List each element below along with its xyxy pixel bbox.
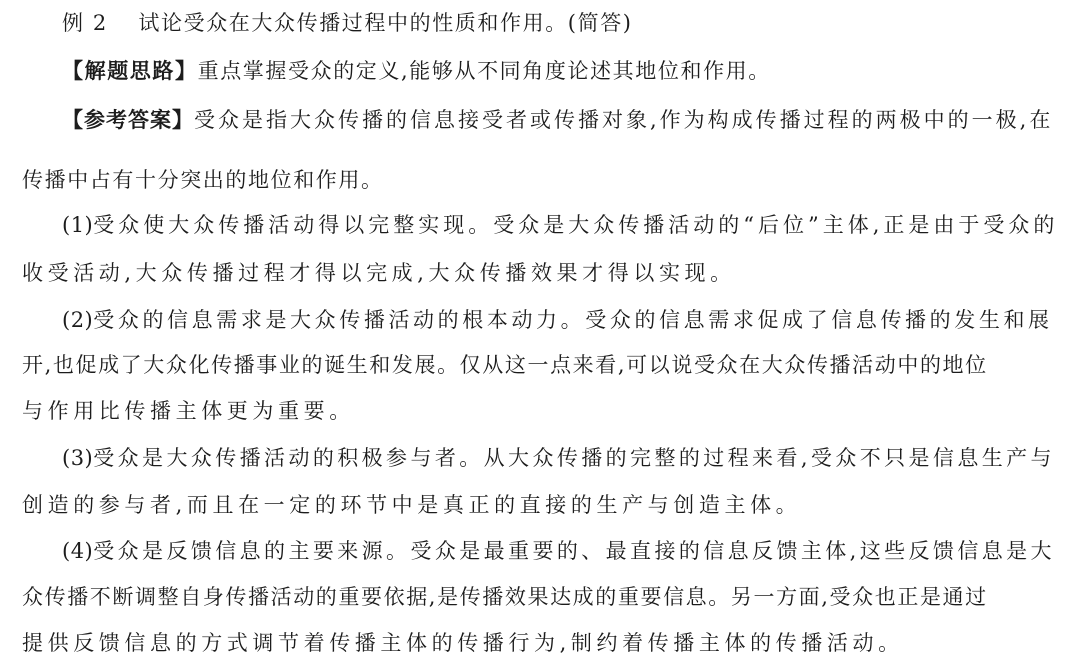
point-1-line-2 xyxy=(22,258,1058,288)
answer-intro-line-2 xyxy=(22,165,1058,195)
answer-intro-line-1 xyxy=(62,105,1058,135)
point-3-number: (3) xyxy=(62,446,94,470)
point-3-line-2 xyxy=(22,490,1058,520)
point-3-text-2: 创造的参与者,而且在一定的环节中是真正的直接的生产与创造主体。 xyxy=(22,493,802,517)
point-4-number: (4) xyxy=(62,539,94,563)
point-4-text-1: 受众是反馈信息的主要来源。受众是最重要的、最直接的信息反馈主体,这些反馈信息是大 xyxy=(93,539,1055,563)
point-2-number: (2) xyxy=(62,308,94,332)
hint-text: 重点掌握受众的定义,能够从不同角度论述其地位和作用。 xyxy=(197,59,771,83)
point-1-text-2: 收受活动,大众传播过程才得以完成,大众传播效果才得以实现。 xyxy=(22,261,736,285)
point-4-line-1 xyxy=(62,536,1058,566)
answer-intro-text-1: 受众是指大众传播的信息接受者或传播对象,作为构成传播过程的两极中的一极,在 xyxy=(194,108,1054,132)
point-2-text-2: 开,也促成了大众化传播事业的诞生和发展。仅从这一点来看,可以说受众在大众传播活动中的地位 xyxy=(22,353,988,377)
point-4-text-3: 提供反馈信息的方式调节着传播主体的传播行为,制约着传播主体的传播活动。 xyxy=(22,631,904,655)
point-2-line-3 xyxy=(22,396,1058,426)
point-2-line-1 xyxy=(62,305,1058,335)
point-2-line-2 xyxy=(22,350,1058,380)
answer-label: 【参考答案】 xyxy=(62,108,194,132)
point-4-text-2: 众传播不断调整自身传播活动的重要依据,是传播效果达成的重要信息。另一方面,受众也正是通过 xyxy=(22,585,988,609)
answer-intro-text-2: 传播中占有十分突出的地位和作用。 xyxy=(22,168,384,192)
hint-line xyxy=(62,56,1058,86)
hint-label: 【解题思路】 xyxy=(62,59,198,83)
point-3-line-1 xyxy=(62,443,1058,473)
point-1-number: (1) xyxy=(62,213,94,237)
point-2-text-1: 受众的信息需求是大众传播活动的根本动力。受众的信息需求促成了信息传播的发生和展 xyxy=(93,308,1053,332)
point-3-text-1: 受众是大众传播活动的积极参与者。从大众传播的完整的过程来看,受众不只是信息生产与 xyxy=(93,446,1055,470)
point-1-text-1: 受众使大众传播活动得以完整实现。受众是大众传播活动的“后位”主体,正是由于受众的 xyxy=(93,213,1059,237)
example-question: 试论受众在大众传播过程中的性质和作用。(简答) xyxy=(138,11,633,35)
point-4-line-2 xyxy=(22,582,1058,612)
point-2-text-3: 与作用比传播主体更为重要。 xyxy=(22,399,355,423)
example-label: 例 2 xyxy=(62,11,108,35)
point-1-line-1 xyxy=(62,210,1058,240)
point-4-line-3 xyxy=(22,628,1058,658)
example-heading xyxy=(62,8,1058,38)
